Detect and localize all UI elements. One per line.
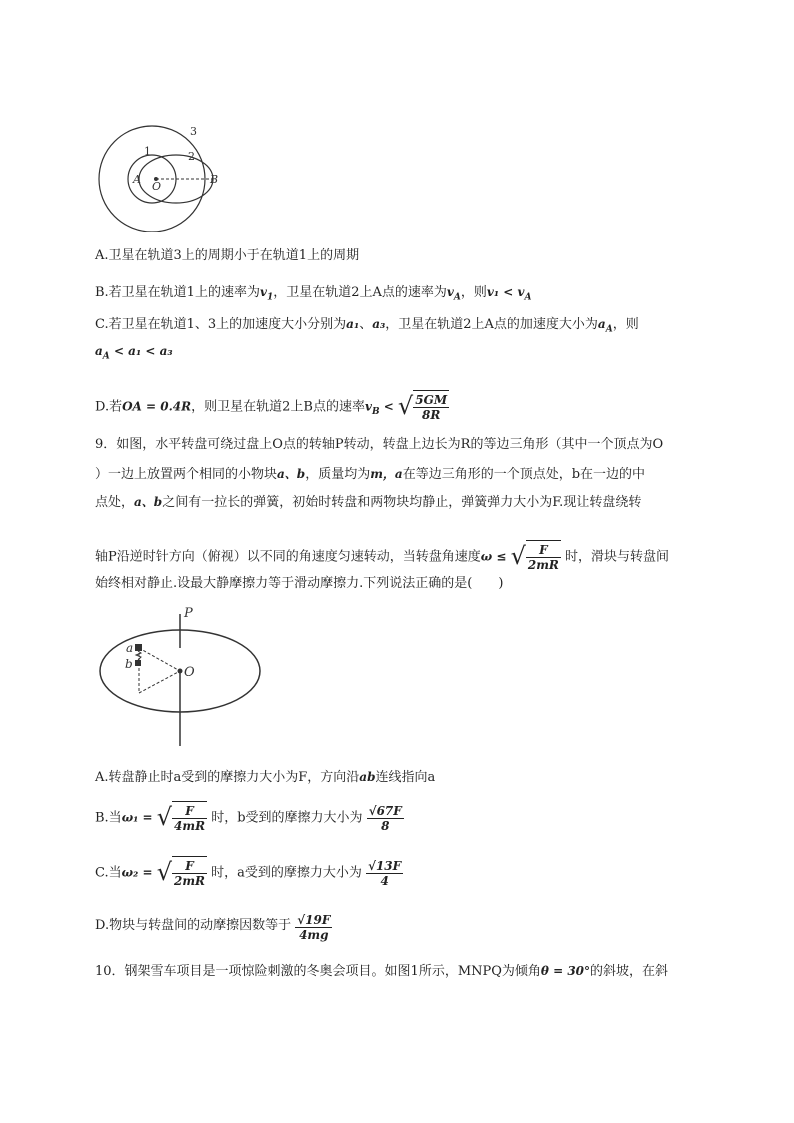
q9-stem-line1: 9．如图，水平转盘可绕过盘上O点的转轴P转动，转盘上边长为R的等边三角形（其中一个顶点为O — [95, 437, 664, 452]
orbit-label-2: 2 — [188, 150, 195, 163]
q9-option-a: A.转盘静止时a受到的摩擦力大小为F，方向沿ab连线指向a — [95, 770, 436, 785]
orbit-label-1: 1 — [144, 145, 151, 158]
q9-option-b: B.当ω₁ = √ $\frac{F}{4mR}$ 时，b受到的摩擦力大小为 $\frac{√67F}{8}$ — [95, 803, 402, 833]
q8-option-d: D.若OA = 0.4R，则卫星在轨道2上B点的速率$v_B$ < √ $\frac{5GM}{8R}$ — [95, 392, 448, 422]
q9-stem-line5: 始终相对静止.设最大静摩擦力等于滑动摩擦力.下列说法正确的是( ) — [95, 576, 504, 591]
point-o-label: O — [152, 180, 162, 193]
q9-stem-line4: 轴P沿逆时针方向（俯视）以不同的角速度匀速转动，当转盘角速度ω ≤ √ $\frac{F}{2mR}$ 时，滑块与转盘间 — [95, 542, 670, 572]
block-a-label: a — [126, 641, 134, 655]
point-a-label: A — [133, 173, 141, 186]
q10-stem-line1: 10．钢架雪车项目是一项惊险刺激的冬奥会项目。如图1所示，MNPQ为倾角θ = 30°的斜坡，在斜 — [95, 964, 669, 979]
q9-option-c: C.当ω₂ = √ $\frac{F}{2mR}$ 时，a受到的摩擦力大小为 $\frac{√13F}{4}$ — [95, 858, 402, 888]
center-o-label: O — [184, 665, 195, 680]
q8-option-c: C.若卫星在轨道1、3上的加速度大小分别为a₁、a₃，卫星在轨道2上A点的加速度大小为$a_A$，则 — [95, 317, 639, 335]
q8-option-c-relation: $a_A < a_1 < a_3$ — [95, 344, 173, 362]
q8-option-a: A.卫星在轨道3上的周期小于在轨道1上的周期 — [95, 248, 360, 263]
orbit-label-3: 3 — [190, 125, 197, 138]
axis-p-label: P — [184, 606, 193, 621]
turntable-figure — [95, 604, 270, 750]
orbit-figure — [95, 124, 220, 232]
q8-option-b: B.若卫星在轨道1上的速率为$v_1$，卫星在轨道2上A点的速率为$v_A$，则$v_1 < v_A$ — [95, 285, 532, 303]
q9-option-d: D.物块与转盘间的动摩擦因数等于 $\frac{√19F}{4mg}$ — [95, 913, 331, 942]
q9-stem-line2: ）一边上放置两个相同的小物块a、b，质量均为m，a在等边三角形的一个顶点处，b在一边的中 — [95, 467, 646, 482]
block-b-label: b — [125, 657, 133, 671]
point-b-label: B — [210, 173, 219, 186]
q9-stem-line3: 点处，a、b之间有一拉长的弹簧，初始时转盘和两物块均静止，弹簧弹力大小为F.现让转盘绕转 — [95, 495, 642, 510]
